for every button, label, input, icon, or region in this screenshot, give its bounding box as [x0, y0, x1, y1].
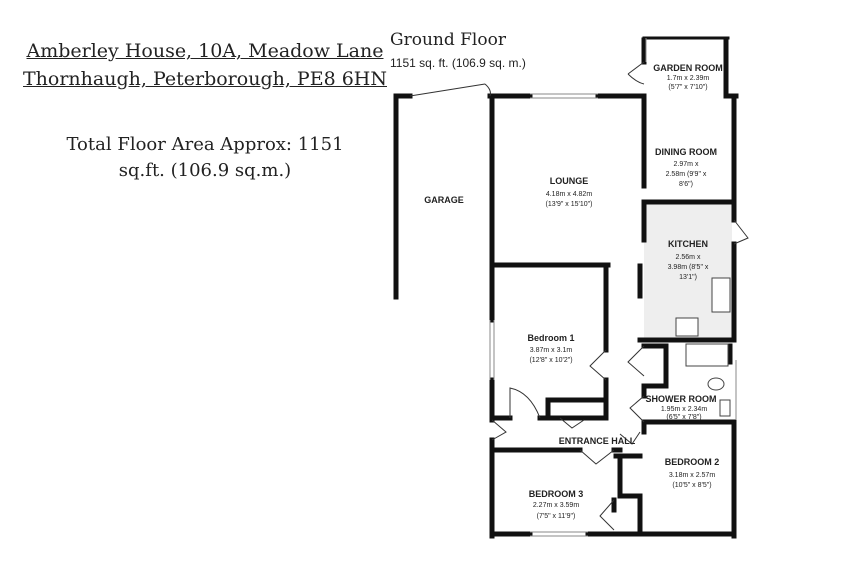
toilet: [708, 378, 724, 390]
bedroom3-dim1: 2.27m x 3.59m: [532, 502, 580, 509]
lounge-name: LOUNGE: [549, 176, 589, 186]
dining-room-name: DINING ROOM: [655, 147, 717, 157]
hob: [676, 318, 698, 336]
dining-room-dim1: 2.97m x: [673, 161, 699, 168]
dining-room-dim3: 8'6"): [679, 181, 693, 188]
kitchen-dim3: 13'1"): [679, 274, 697, 281]
garage-name: GARAGE: [424, 195, 464, 205]
garden-room-dim1: 1.7m x 2.39m: [666, 75, 710, 82]
kitchen-name: KITCHEN: [668, 239, 708, 249]
bedroom1-dim1: 3.87m x 3.1m: [529, 347, 573, 354]
entrance-hall-name: ENTRANCE HALL: [558, 436, 636, 446]
bedroom2-name: BEDROOM 2: [664, 457, 720, 467]
total-area-line-1: Total Floor Area Approx: 1151: [66, 134, 344, 155]
garden-room-dim2: (5'7" x 7'10"): [668, 84, 708, 91]
lounge-dim2: (13'9" x 15'10"): [545, 201, 593, 208]
shower-room-name: SHOWER ROOM: [645, 394, 717, 404]
shower-tray: [686, 344, 728, 366]
bedroom1-dim2: (12'8" x 10'2"): [529, 357, 573, 364]
total-area-line-2: sq.ft. (106.9 sq.m.): [118, 160, 292, 181]
shower-room-dim1: 1.95m x 2.34m: [660, 406, 708, 413]
bedroom1-name: Bedroom 1: [527, 333, 575, 343]
bedroom2-dim2: (10'5" x 8'5"): [672, 482, 712, 489]
bedroom3-dim2: (7'5" x 11'9"): [536, 513, 576, 520]
sink: [712, 278, 730, 312]
floor-title: Ground Floor: [390, 30, 506, 50]
garden-room-name: GARDEN ROOM: [653, 63, 723, 73]
basin: [720, 400, 730, 416]
bedroom2-dim1: 3.18m x 2.57m: [668, 472, 716, 479]
address-line-2: Thornhaugh, Peterborough, PE8 6HN: [23, 68, 387, 90]
address-line-1: Amberley House, 10A, Meadow Lane: [26, 40, 384, 62]
kitchen-dim1: 2.56m x: [675, 254, 701, 261]
kitchen-dim2: 3.98m (8'5" x: [667, 264, 709, 271]
floor-area: 1151 sq. ft. (106.9 sq. m.): [390, 56, 526, 70]
shower-room-dim2: (6'5" x 7'8"): [666, 414, 702, 421]
dining-room-dim2: 2.58m (9'9" x: [665, 171, 707, 178]
lounge-dim1: 4.18m x 4.82m: [545, 191, 593, 198]
bedroom3-name: BEDROOM 3: [528, 489, 584, 499]
